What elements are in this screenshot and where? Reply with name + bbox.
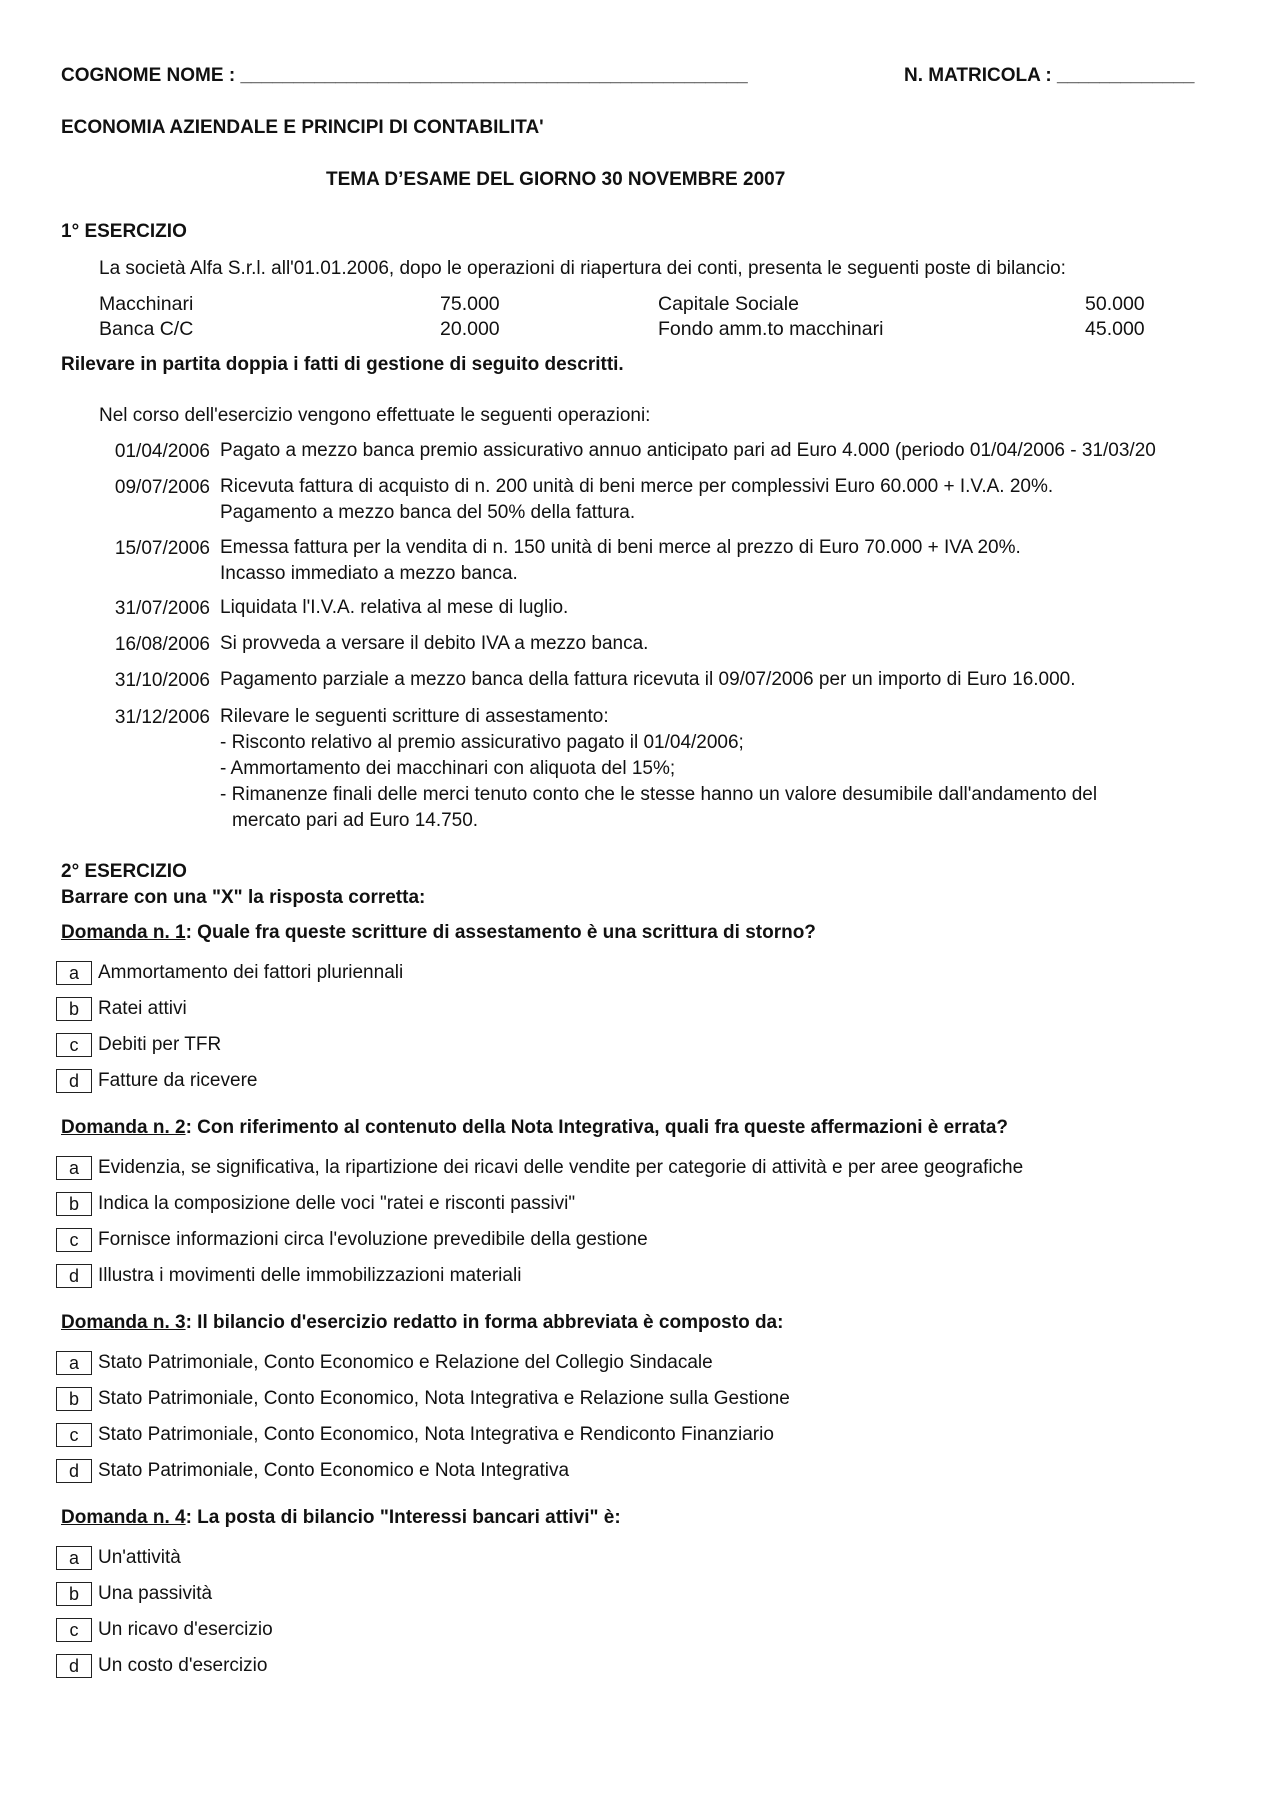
balance-right-value: 50.000 <box>1085 293 1145 315</box>
balance-left-name: Banca C/C <box>99 318 194 340</box>
answer-checkbox[interactable]: c <box>56 1228 92 1252</box>
exercise-1-title: 1° ESERCIZIO <box>61 221 187 242</box>
operation-date: 15/07/2006 <box>114 538 210 559</box>
answer-option[interactable] <box>56 1155 1023 1181</box>
operation-line: - Rimanenze finali delle merci tenuto conto che le stesse hanno un valore desumibile dall'andamento del <box>220 784 1098 805</box>
question-text: : Con riferimento al contenuto della Nota Integrativa, quali fra queste affermazioni è errata? <box>185 1117 1009 1138</box>
operation-date: 01/04/2006 <box>114 441 210 462</box>
answer-checkbox[interactable]: a <box>56 1156 92 1180</box>
answer-option[interactable] <box>56 1581 212 1607</box>
answer-option[interactable] <box>56 1263 521 1289</box>
answer-text: Stato Patrimoniale, Conto Economico, Nota Integrativa e Rendiconto Finanziario <box>98 1424 774 1445</box>
matricola-field-label: N. MATRICOLA : _____________ <box>904 65 1195 86</box>
operation-line: - Ammortamento dei macchinari con aliquota del 15%; <box>220 758 676 779</box>
operation-text <box>220 438 1156 464</box>
answer-checkbox[interactable]: b <box>56 1192 92 1216</box>
operation-date: 16/08/2006 <box>114 634 210 655</box>
answer-option[interactable] <box>56 960 403 986</box>
exercise-1-instruction: Rilevare in partita doppia i fatti di gestione di seguito descritti. <box>61 354 624 375</box>
question-label: Domanda n. 2 <box>61 1117 186 1138</box>
operation-text <box>220 474 1053 526</box>
answer-text: Fatture da ricevere <box>98 1070 258 1091</box>
answer-option[interactable] <box>56 996 187 1022</box>
operation-line: Pagato a mezzo banca premio assicurativo annuo anticipato pari ad Euro 4.000 (periodo 01/04/2006 - 31/03/20 <box>220 440 1156 461</box>
answer-checkbox[interactable]: d <box>56 1459 92 1483</box>
question-text: : La posta di bilancio "Interessi bancari attivi" è: <box>185 1507 621 1528</box>
operation-line: Pagamento a mezzo banca del 50% della fattura. <box>220 502 636 523</box>
question-label: Domanda n. 1 <box>61 922 186 943</box>
question-4 <box>61 1507 621 1529</box>
operation-date: 09/07/2006 <box>114 477 210 498</box>
operation-text <box>220 595 568 621</box>
exercise-1-intro: La società Alfa S.r.l. all'01.01.2006, dopo le operazioni di riapertura dei conti, presenta le seguenti poste di bilancio: <box>99 258 1066 279</box>
answer-checkbox[interactable]: d <box>56 1069 92 1093</box>
question-1 <box>61 922 816 944</box>
answer-checkbox[interactable]: b <box>56 1582 92 1606</box>
answer-text: Ratei attivi <box>98 998 187 1019</box>
answer-option[interactable] <box>56 1227 648 1253</box>
answer-text: Una passività <box>98 1583 213 1604</box>
answer-text: Stato Patrimoniale, Conto Economico e Relazione del Collegio Sindacale <box>98 1352 713 1373</box>
operation-line: Liquidata l'I.V.A. relativa al mese di luglio. <box>220 597 569 618</box>
operation-line: Pagamento parziale a mezzo banca della fattura ricevuta il 09/07/2006 per un importo di Euro 16.000. <box>220 669 1076 690</box>
operation-line: Si provveda a versare il debito IVA a mezzo banca. <box>220 633 649 654</box>
answer-text: Un costo d'esercizio <box>98 1655 268 1676</box>
course-title: ECONOMIA AZIENDALE E PRINCIPI DI CONTABILITA' <box>61 117 544 138</box>
balance-left-name: Macchinari <box>99 293 194 315</box>
exercise-2-title: 2° ESERCIZIO <box>61 861 187 882</box>
answer-checkbox[interactable]: d <box>56 1654 92 1678</box>
answer-option[interactable] <box>56 1350 713 1376</box>
answer-checkbox[interactable]: c <box>56 1618 92 1642</box>
operation-text <box>220 704 1097 834</box>
answer-checkbox[interactable]: c <box>56 1033 92 1057</box>
balance-left-value: 75.000 <box>440 293 500 315</box>
name-field-label: COGNOME NOME : ________________________________________________ <box>61 65 748 86</box>
operation-line: Rilevare le seguenti scritture di assestamento: <box>220 706 609 727</box>
answer-text: Ammortamento dei fattori pluriennali <box>98 962 404 983</box>
balance-right-value: 45.000 <box>1085 318 1145 340</box>
answer-option[interactable] <box>56 1068 257 1094</box>
operation-text <box>220 535 1021 587</box>
question-label: Domanda n. 3 <box>61 1312 186 1333</box>
answer-option[interactable] <box>56 1617 273 1643</box>
answer-checkbox[interactable]: d <box>56 1264 92 1288</box>
answer-option[interactable] <box>56 1191 575 1217</box>
question-3 <box>61 1312 783 1334</box>
operation-text <box>220 631 648 657</box>
answer-checkbox[interactable]: b <box>56 997 92 1021</box>
answer-text: Stato Patrimoniale, Conto Economico e Nota Integrativa <box>98 1460 570 1481</box>
answer-checkbox[interactable]: c <box>56 1423 92 1447</box>
answer-option[interactable] <box>56 1545 181 1571</box>
exercise-2-instruction: Barrare con una "X" la risposta corretta: <box>61 887 426 908</box>
answer-text: Illustra i movimenti delle immobilizzazioni materiali <box>98 1265 522 1286</box>
answer-option[interactable] <box>56 1032 221 1058</box>
question-2 <box>61 1117 1008 1139</box>
answer-checkbox[interactable]: a <box>56 961 92 985</box>
answer-checkbox[interactable]: a <box>56 1546 92 1570</box>
operation-date: 31/10/2006 <box>114 670 210 691</box>
answer-text: Un'attività <box>98 1547 181 1568</box>
answer-text: Un ricavo d'esercizio <box>98 1619 273 1640</box>
balance-left-value: 20.000 <box>440 318 500 340</box>
operation-line: Ricevuta fattura di acquisto di n. 200 unità di beni merce per complessivi Euro 60.000 + I.V.A. 20%. <box>220 476 1054 497</box>
answer-checkbox[interactable]: a <box>56 1351 92 1375</box>
answer-checkbox[interactable]: b <box>56 1387 92 1411</box>
operation-line: Emessa fattura per la vendita di n. 150 unità di beni merce al prezzo di Euro 70.000 + IVA 20%. <box>220 537 1021 558</box>
operation-line: - Risconto relativo al premio assicurativo pagato il 01/04/2006; <box>220 732 744 753</box>
question-label: Domanda n. 4 <box>61 1507 186 1528</box>
operation-text <box>220 667 1076 693</box>
answer-option[interactable] <box>56 1386 790 1412</box>
question-text: : Quale fra queste scritture di assestamento è una scrittura di storno? <box>185 922 816 943</box>
answer-text: Stato Patrimoniale, Conto Economico, Nota Integrativa e Relazione sulla Gestione <box>98 1388 790 1409</box>
answer-text: Debiti per TFR <box>98 1034 222 1055</box>
balance-right-name: Fondo amm.to macchinari <box>658 318 884 340</box>
exam-title: TEMA D’ESAME DEL GIORNO 30 NOVEMBRE 2007 <box>326 169 786 190</box>
operation-date: 31/12/2006 <box>114 707 210 728</box>
operation-date: 31/07/2006 <box>114 598 210 619</box>
answer-text: Evidenzia, se significativa, la ripartizione dei ricavi delle vendite per categorie di attività e per aree geografiche <box>98 1157 1024 1178</box>
operations-intro: Nel corso dell'esercizio vengono effettuate le seguenti operazioni: <box>99 405 651 426</box>
answer-option[interactable] <box>56 1458 569 1484</box>
answer-option[interactable] <box>56 1422 774 1448</box>
question-text: : Il bilancio d'esercizio redatto in forma abbreviata è composto da: <box>185 1312 784 1333</box>
balance-right-name: Capitale Sociale <box>658 293 799 315</box>
answer-text: Indica la composizione delle voci "ratei e risconti passivi" <box>98 1193 576 1214</box>
answer-option[interactable] <box>56 1653 267 1679</box>
operation-line: mercato pari ad Euro 14.750. <box>232 810 479 831</box>
answer-text: Fornisce informazioni circa l'evoluzione prevedibile della gestione <box>98 1229 648 1250</box>
operation-line: Incasso immediato a mezzo banca. <box>220 563 518 584</box>
